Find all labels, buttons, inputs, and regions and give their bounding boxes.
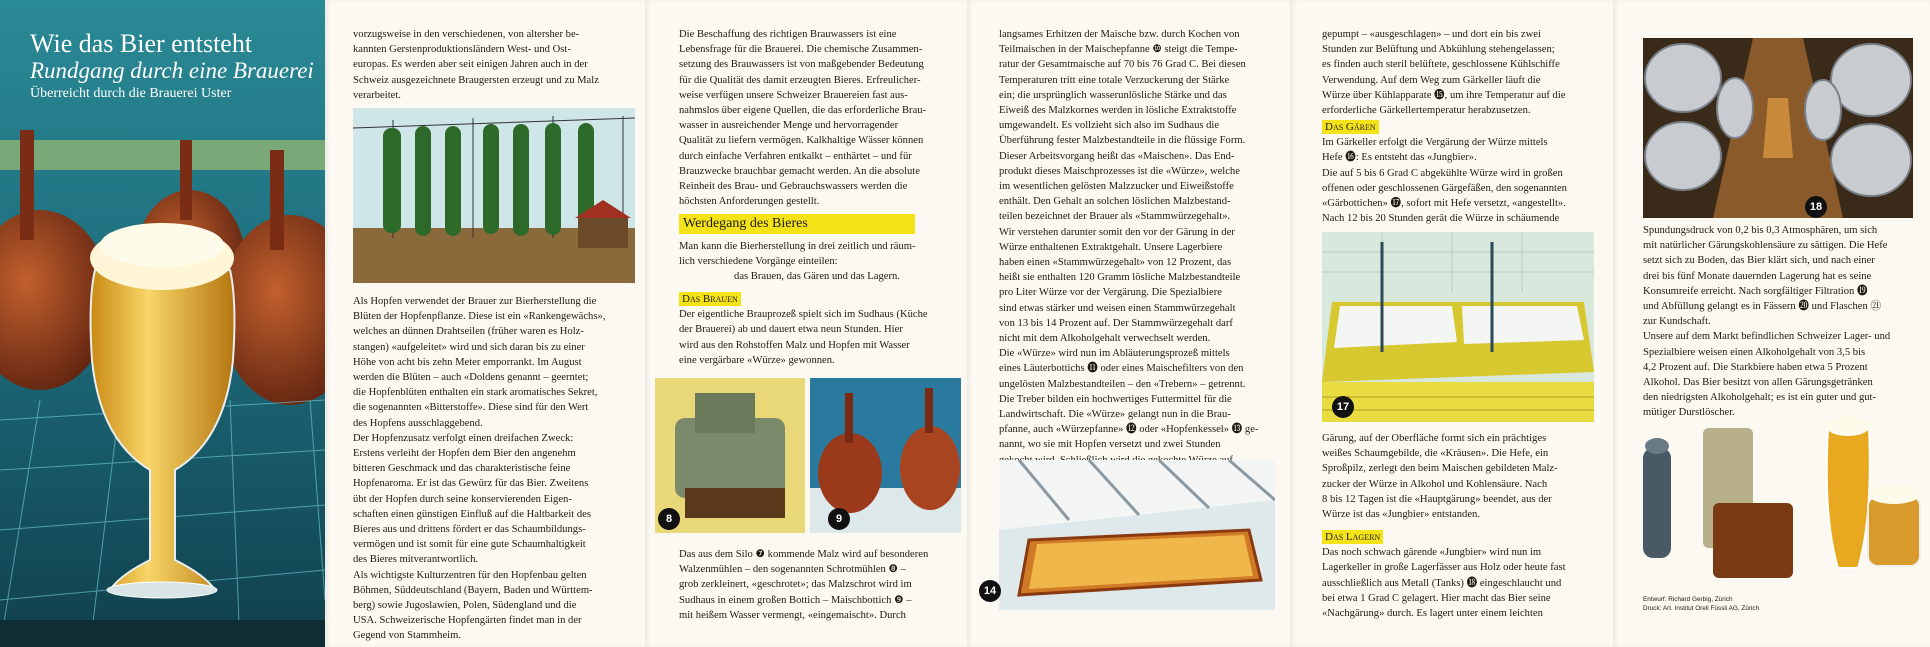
line: pfanne, auch «Würzepfanne» ⓬ oder «Hopfenkessel» ⓭ ge- [999,424,1259,436]
line: wird aus den Rohstoffen Malz und Hopfen mit Wasser [679,339,910,351]
line: die Hopfenblüten enthalten ein stark aromatisches Sekret, [353,387,598,399]
line: Sudhaus in einem großen Bottich – Maischbottich ❾ – [679,594,912,606]
line: vorzugsweise in den verschiedenen, von altersher be- [353,29,580,40]
line: des Bieres mitverantwortlich. [353,554,479,566]
line: ungelösten Malzbestandteilen – den «Trebern» – getrennt. [999,378,1246,390]
heading-lagern: Das Lagern [1322,530,1383,544]
line: zur Kundschaft. [1643,316,1711,328]
line: stangen) «aufgeleitet» wird und sich daran bis zu einer [353,341,585,353]
line: Böhmen, Süddeutschland (Bayern, Baden und Württem- [353,584,593,596]
line: Gärung, auf der Oberfläche formt sich ein prächtiges [1322,433,1547,444]
text-block-kraeusen [1322,432,1592,523]
line: Sproßpilz, zerlegt den beim Maischen gebildeten Malz- [1322,463,1558,475]
line: Brauzwecke brauchbar gemacht werden. An die absolute [679,165,920,177]
line: Die auf 5 bis 6 Grad C abgekühlte Würze wird in großen [1322,167,1563,179]
line: für die Qualität des damit erzeugten Bieres. Erfreulicher- [679,74,921,86]
line: USA. Schweizerische Hopfengärten findet man in der [353,615,582,627]
text-block-barley [353,28,635,104]
line: Reinheit des Brau- und Gebrauchswassers werden die [679,181,908,193]
line: Würze ist das «Jungbier» entstanden. [1322,509,1480,521]
line: Eiweiß des Malzkornes werden in lösliche Extraktstoffe [999,105,1237,117]
line: wasser in ausreichender Menge und hervorragender [679,120,899,132]
line: Die Beschaffung des richtigen Brauwassers ist eine [679,29,897,40]
line: eine vergärbare «Würze» gewonnen. [679,354,835,366]
line: Als wichtigste Kulturzentren für den Hopfenbau gelten [353,569,587,581]
cover-panel [0,0,325,647]
line: Spezialbiere weisen einen Alkoholgehalt von 3,5 bis [1643,346,1866,358]
line: teilen bezeichnet der Brauer als «Stammwürzegehalt». [999,211,1231,223]
line: nahmslos über eigene Quellen, die das erforderliche Brau- [679,105,927,117]
line: Höhe von acht bis zehn Meter emporrankt. Im August [353,356,582,368]
line: «Nachgärung» durch. Es lagert unter einem leichten [1322,608,1543,620]
line: 8 bis 12 Tagen ist die «Hauptgärung» beendet, aus der [1322,493,1552,505]
line: Nach 12 bis 20 Stunden gerät die Würze in schäumende [1322,213,1560,225]
figure-number-badge: 8 [658,508,680,530]
line: Im Gärkeller erfolgt die Vergärung der Würze mittels [1322,137,1548,149]
line: mütiger Durstlöscher. [1643,407,1735,419]
line: Unsere auf dem Markt befindlichen Schweizer Lager- und [1643,331,1891,343]
line: verarbeitet. [353,89,401,101]
line: werden die Blüten – auch «Doldens genannt – geerntet; [353,372,589,384]
line: grob zerkleinert, «geschrotet»; das Malzschrot wird im [679,579,912,591]
line: Hefe ⓰: Es entsteht das «Jungbier». [1322,152,1477,164]
line: nannt, wo sie mit Hopfen versetzt und zwei Stunden [999,439,1221,451]
figure-number-badge: 9 [828,508,850,530]
line: der Brauerei) ab und dauert etwa neun Stunden. Hier [679,324,903,336]
line: offenen oder geschlossenen Gärgefäßen, den sogenannten [1322,182,1567,194]
line: ratur der Gesamtmaische auf 70 bis 76 Grad C. Bei diesen [999,59,1246,71]
line: übt der Hopfen durch seine konservierenden Eigen- [353,493,572,505]
line: des Hopfens ausschlaggebend. [353,417,483,429]
text-block-water [679,28,955,210]
line: Das noch schwach gärende «Jungbier» wird nun im [1322,547,1542,559]
line: mit natürlicher Gärungskohlensäure zu sättigen. Die Hefe [1643,240,1888,252]
line: welches an dünnen Drahtseilen (früher waren es Holz- [353,326,584,338]
line: Schweiz ausgezeichnete Braugersten erzeugt und zu Malz [353,74,599,86]
line: Überführung fester Malzbestandteile in die flüssige Form. [999,135,1246,147]
line: bitteren Geschmack und das charakteristische feine [353,463,571,475]
cover-title: Wie das Bier entsteht [30,29,253,58]
line: pro Liter Würze vor der Vergärung. Die Spezialbiere [999,287,1222,299]
line: sind etwas stärker und weisen einen Stammwürzegehalt [999,302,1236,314]
line: Blüten der Hopfenpflanze. Diese ist ein «Rankengewächs», [353,311,606,323]
line: Als Hopfen verwendet der Brauer zur Bierherstellung die [353,296,597,307]
cover-subtitle: Rundgang durch eine Brauerei [30,58,314,83]
line: Teilmaischen in der Maischepfanne ❿ steigt die Tempe- [999,44,1238,56]
line: Die Treber bilden ein hochwertiges Futtermittel für die [999,393,1232,405]
line: Der Hopfenzusatz verfolgt einen dreifachen Zweck: [353,432,574,444]
line: enthält. Den Gehalt an solchen löslichen Malzbestand- [999,196,1231,208]
text-block-intro [679,240,955,286]
line: es finden auch steril belüftete, geschlossene Kühlschiffe [1322,59,1560,71]
designer-credit: Entwurf: Richard Gerbig, Zürich [1643,596,1733,603]
text-block-mill [679,548,955,624]
line: 4,2 Prozent auf. Die Starkbiere haben etwa 5 Prozent [1643,361,1868,373]
printer-credit: Druck: Art. Institut Orell Füssli AG, Zürich [1643,605,1760,612]
line: höchsten Anforderungen gestellt. [679,196,820,208]
text-block-cooling [1322,28,1592,119]
line: Dieser Arbeitsvorgang heißt das «Maischen». Das End- [999,150,1235,162]
text-block-mashing [999,28,1275,484]
cover-tagline: Überreicht durch die Brauerei Uster [30,86,232,101]
line: «Gärbottichen» ⓱, sofort mit Hefe versetzt, «angestellt». [1322,198,1566,210]
section-gaeren [1322,120,1592,227]
line: mit heißem Wasser vermengt, «eingemaischt». Durch [679,609,906,621]
steins-and-glasses-illustration [1633,408,1923,588]
line: Verwendung. Auf dem Weg zum Gärkeller läuft die [1322,74,1541,86]
line: von 13 bis 14 Prozent auf. Der Stammwürzegehalt darf [999,317,1233,329]
page-water-brewing [645,0,967,647]
heading-werdegang: Werdegang des Bieres [679,214,915,234]
page-mashing [967,0,1290,647]
line: vermögen und ist somit für eine gute Schaumhaltigkeit [353,539,586,551]
line: Konsumreife erreicht. Nach sorgfältiger Filtration ⓳ [1643,285,1868,297]
line: Temperaturen tritt eine totale Verzuckerung der Stärke [999,74,1230,86]
figure-number-badge: 18 [1805,196,1827,218]
line: ein; die ursprünglich wasserunlösliche Stärke und das [999,89,1227,101]
storage-cellar-illustration [1643,38,1913,218]
line: das Brauen, das Gären und das Lagern. [734,271,900,283]
line: Der eigentliche Brauprozeß spielt sich im Sudhaus (Küche [679,309,928,321]
text-block-maturation [1643,224,1913,422]
line: lich verschiedene Vorgänge einteilen: [679,256,838,268]
line: drei bis fünf Monate dauernden Lagerung hat es seine [1643,270,1872,282]
figure-number-badge: 14 [979,580,1001,602]
line: haben einen «Stammwürzegehalt» von 12 Prozent, das [999,257,1232,269]
text-block-hops [353,295,635,645]
line: setzung des Brauwassers ist von maßgebender Bedeutung [679,59,924,71]
line: Erstens verleiht der Hopfen dem Bier den angenehm [353,448,576,460]
section-brauen [679,292,955,369]
line: erforderliche Gärkellertemperatur herabzusetzen. [1322,105,1531,117]
line: weißes Schaumgebilde, die «Kräusen». Die Hefe, ein [1322,448,1549,460]
line: und Abfüllung gelangt es in Fässern ⓴ und Flaschen ㉑ [1643,301,1882,313]
line: Man kann die Bierherstellung in drei zeitlich und räum- [679,241,916,252]
fermentation-cellar-illustration [1322,232,1594,422]
line: Spundungsdruck von 0,2 bis 0,3 Atmosphären, um sich [1643,225,1878,236]
line: Landwirtschaft. Die «Würze» gelangt nun in die Brau- [999,409,1231,421]
line: die sogenannten «Bitterstoffe». Diese sind für den Wert [353,402,589,414]
line: Würze über Kühlapparate ⓯, um ihre Temperatur auf die [1322,89,1566,101]
line: ausschließlich aus Metall (Tanks) ⓲ eingeschlaucht und [1322,577,1562,589]
line: kannten Gerstenproduktionsländern West- und Ost- [353,44,571,56]
line: Gegend von Stammheim. [353,630,461,642]
line: zucker der Würze in Alkohol und Kohlensäure. Nach [1322,478,1548,490]
line: berg) sowie Jugoslawien, Polen, Südengland und die [353,600,577,612]
line: umgewandelt. Es vollzieht sich also im Sudhaus die [999,120,1220,132]
line: Wir verstehen darunter somit den vor der Gärung in der [999,226,1235,238]
line: Hopfenaroma. Er ist das Gewürz für das Bier. Zweitens [353,478,589,490]
section-lagern [1322,530,1592,622]
mill-and-brewhouse-illustration [655,378,961,533]
heading-brauen: Das Brauen [679,292,741,306]
line: Stunden zur Belüftung und Abkühlung stehengelassen; [1322,44,1555,56]
line: Die «Würze» wird nun im Abläuterungsprozeß mittels [999,348,1230,360]
line: eines Läuterbottichs ⓫ oder eines Maischefilters von den [999,363,1244,375]
heading-gaeren: Das Gären [1322,120,1379,134]
line: Lebensfrage für die Brauerei. Die chemische Zusammen- [679,44,923,56]
hops-field-illustration [353,108,635,283]
line: heißt sie enthalten 120 Gramm lösliche Malzbestandteile [999,272,1241,284]
line: Bieres aus und drittens fördert er das Schaumbildungs- [353,524,586,536]
line: den niedrigsten Alkoholgehalt; es ist ein guter und gut- [1643,392,1877,404]
line: setzt sich zu Boden, das Bier klärt sich, und nach einer [1643,255,1875,267]
line: langsames Erhitzen der Maische bzw. durch Kochen von [999,29,1240,40]
line: europas. Es werden aber seit einigen Jahren auch in der [353,59,588,71]
page-fermentation [1290,0,1613,647]
line: Das aus dem Silo ❼ kommende Malz wird auf besonderen [679,549,929,560]
line: Walzenmühlen – den sogenannten Schrotmühlen ❽ – [679,564,906,576]
line: Qualität zu liefern vermögen. Kalkhaltige Wässer können [679,135,924,147]
line: gepumpt – «ausgeschlagen» – und dort ein bis zwei [1322,29,1541,40]
line: weise verfügen unsere Schweizer Brauereien fast aus- [679,89,908,101]
coolship-illustration [999,460,1275,610]
line: Würze enthaltenen Extraktgehalt. Unsere Lagerbiere [999,241,1223,253]
line: schaften einen günstigen Einfluß auf die Haltbarkeit des [353,508,591,520]
line: im wesentlichen gelösten Malzzucker und Eiweißstoffe [999,181,1234,193]
page-hops [325,0,645,647]
page-storage [1613,0,1930,647]
line: bei etwa 1 Grad C gelagert. Hier macht das Bier seine [1322,592,1551,604]
line: durch einfache Verfahren entkalkt – enthärtet – und für [679,150,912,162]
line: produkt dieses Maischprozesses ist die «Würze», welche [999,165,1240,177]
line: Alkohol. Das Bier besitzt von allen Gärungsgetränken [1643,377,1873,389]
line: Lagerkeller in große Lagerfässer aus Holz oder heute fast [1322,562,1566,574]
figure-number-badge: 17 [1332,396,1354,418]
line: nicht mit dem Alkoholgehalt verwechselt werden. [999,333,1211,345]
